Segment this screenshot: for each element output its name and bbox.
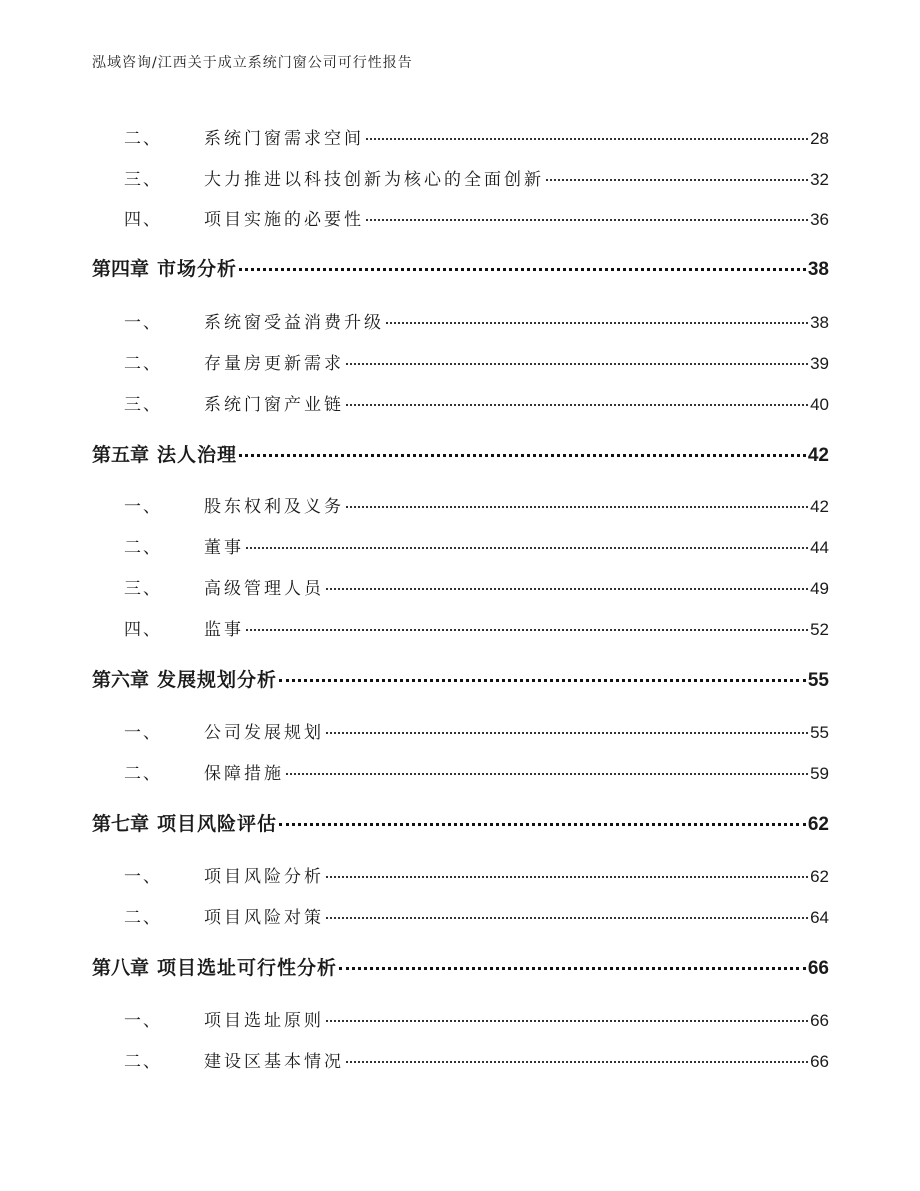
- toc-entry-number: 一、: [124, 723, 162, 743]
- toc-entry-page: 55: [810, 723, 829, 742]
- toc-entry-title: 保障措施: [204, 764, 284, 784]
- toc-entry[interactable]: [92, 390, 829, 415]
- dot-leader: [326, 916, 808, 919]
- toc-chapter-number: 第七章: [92, 813, 150, 835]
- toc-entry-number: 一、: [124, 867, 162, 887]
- toc-entry-page: 62: [810, 867, 829, 886]
- toc-entry-page: 52: [810, 620, 829, 639]
- dot-leader: [279, 822, 806, 826]
- toc-entry-number: 三、: [124, 395, 162, 415]
- toc-entry-page: 38: [810, 313, 829, 332]
- toc-entry-page: 36: [810, 210, 829, 229]
- toc-chapter-number: 第八章: [92, 957, 150, 979]
- dot-leader: [239, 267, 806, 271]
- toc-chapter-page: 66: [807, 958, 829, 979]
- toc-entry-number: 四、: [124, 620, 162, 640]
- toc-entry[interactable]: [92, 903, 829, 928]
- toc-entry-title: 高级管理人员: [204, 579, 324, 599]
- toc-entry-title: 项目风险分析: [204, 867, 324, 887]
- dot-leader: [386, 321, 808, 324]
- toc-chapter[interactable]: [92, 254, 829, 281]
- toc-entry-page: 59: [810, 764, 829, 783]
- toc-entry[interactable]: [92, 492, 829, 517]
- toc-entry-number: 三、: [124, 579, 162, 599]
- toc-chapter-page: 38: [807, 259, 829, 280]
- toc-entry-title: 建设区基本情况: [204, 1052, 344, 1072]
- dot-leader: [326, 587, 808, 590]
- toc-entry-title: 大力推进以科技创新为核心的全面创新: [204, 170, 544, 190]
- toc-entry-page: 66: [810, 1011, 829, 1030]
- toc-entry[interactable]: [92, 533, 829, 558]
- toc-entry[interactable]: [92, 205, 829, 230]
- toc-entry-page: 39: [810, 354, 829, 373]
- toc-entry-title: 公司发展规划: [204, 723, 324, 743]
- toc-entry-number: 一、: [124, 497, 162, 517]
- toc-entry-title: 股东权利及义务: [204, 497, 344, 517]
- toc-entry[interactable]: [92, 124, 829, 149]
- toc-chapter[interactable]: [92, 809, 829, 836]
- toc-entry[interactable]: [92, 759, 829, 784]
- toc-chapter-title: 项目风险评估: [157, 813, 278, 835]
- toc-entry-number: 一、: [124, 1011, 162, 1031]
- dot-leader: [339, 966, 806, 970]
- toc-entry[interactable]: [92, 308, 829, 333]
- toc-entry-number: 二、: [124, 129, 162, 149]
- toc-entry[interactable]: [92, 718, 829, 743]
- toc-entry-number: 二、: [124, 764, 162, 784]
- toc-chapter-title: 法人治理: [157, 444, 238, 466]
- toc-entry-number: 四、: [124, 210, 162, 230]
- toc-entry-page: 49: [810, 579, 829, 598]
- toc-chapter[interactable]: [92, 665, 829, 692]
- toc-entry[interactable]: [92, 615, 829, 640]
- dot-leader: [546, 178, 808, 181]
- toc-entry-number: 二、: [124, 354, 162, 374]
- dot-leader: [239, 453, 806, 457]
- toc-chapter[interactable]: [92, 440, 829, 467]
- toc-entry-title: 监事: [204, 620, 244, 640]
- running-header: 泓域咨询/江西关于成立系统门窗公司可行性报告: [92, 55, 413, 71]
- dot-leader: [346, 1060, 808, 1063]
- toc-entry-title: 项目风险对策: [204, 908, 324, 928]
- dot-leader: [326, 731, 808, 734]
- toc-entry-number: 二、: [124, 1052, 162, 1072]
- dot-leader: [279, 678, 806, 682]
- toc-entry-page: 66: [810, 1052, 829, 1071]
- dot-leader: [346, 362, 808, 365]
- dot-leader: [326, 1019, 808, 1022]
- toc-entry-page: 64: [810, 908, 829, 927]
- toc-entry-title: 系统门窗产业链: [204, 395, 344, 415]
- toc-entry-page: 28: [810, 129, 829, 148]
- toc-chapter-number: 第五章: [92, 444, 150, 466]
- toc-entry[interactable]: [92, 862, 829, 887]
- dot-leader: [286, 772, 808, 775]
- dot-leader: [326, 875, 808, 878]
- toc-entry-page: 42: [810, 497, 829, 516]
- dot-leader: [246, 546, 808, 549]
- dot-leader: [366, 137, 808, 140]
- toc-chapter-page: 62: [807, 814, 829, 835]
- toc-entry[interactable]: [92, 349, 829, 374]
- toc-entry-title: 董事: [204, 538, 244, 558]
- toc-entry[interactable]: [92, 165, 829, 190]
- toc-entry-title: 系统门窗需求空间: [204, 129, 364, 149]
- toc-chapter-title: 发展规划分析: [157, 669, 278, 691]
- toc-entry[interactable]: [92, 1047, 829, 1072]
- toc-entry[interactable]: [92, 1006, 829, 1031]
- dot-leader: [346, 505, 808, 508]
- toc-entry[interactable]: [92, 574, 829, 599]
- toc-entry-title: 项目选址原则: [204, 1011, 324, 1031]
- toc-chapter-page: 42: [807, 445, 829, 466]
- dot-leader: [346, 403, 808, 406]
- toc-entry-title: 项目实施的必要性: [204, 210, 364, 230]
- toc-entry-page: 32: [810, 170, 829, 189]
- dot-leader: [246, 628, 808, 631]
- toc-entry-number: 二、: [124, 908, 162, 928]
- toc-entry-page: 44: [810, 538, 829, 557]
- toc-entry-number: 三、: [124, 170, 162, 190]
- toc-chapter-title: 项目选址可行性分析: [157, 957, 338, 979]
- toc-entry-number: 一、: [124, 313, 162, 333]
- toc-entry-title: 存量房更新需求: [204, 354, 344, 374]
- toc-chapter[interactable]: [92, 953, 829, 980]
- toc-entry-title: 系统窗受益消费升级: [204, 313, 384, 333]
- dot-leader: [366, 218, 808, 221]
- toc-entry-page: 40: [810, 395, 829, 414]
- toc-entry-number: 二、: [124, 538, 162, 558]
- toc-chapter-page: 55: [807, 670, 829, 691]
- toc-chapter-number: 第四章: [92, 258, 150, 280]
- toc-chapter-number: 第六章: [92, 669, 150, 691]
- toc-chapter-title: 市场分析: [157, 258, 238, 280]
